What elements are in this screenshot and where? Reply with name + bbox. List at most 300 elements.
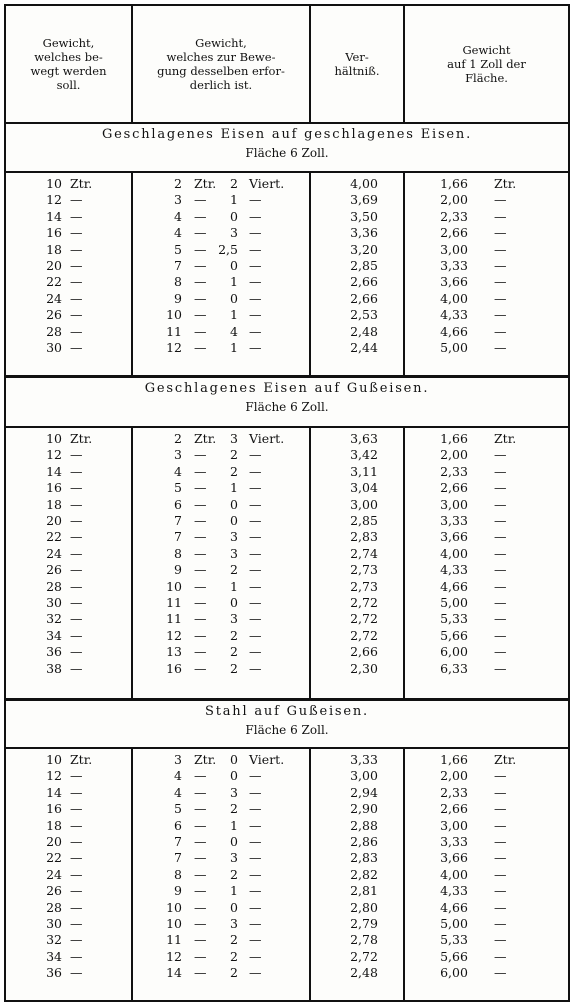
cell-per-inch: 4,66 [440, 323, 468, 339]
table-row [6, 340, 568, 356]
cell-req-unit: — [194, 627, 207, 643]
cell-unit: — [70, 768, 83, 784]
cell-req-viert: 0 [230, 496, 238, 512]
cell-req-unit: — [194, 241, 207, 257]
cell-per-inch-unit: — [494, 513, 507, 528]
cell-req-viert: 3 [230, 850, 238, 866]
cell-req-unit: — [194, 578, 207, 594]
cell-req-unit: — [194, 817, 207, 833]
section-rule [6, 375, 568, 378]
cell-req-ztr: 3 [174, 192, 182, 208]
cell-req-unit2: — [249, 323, 262, 339]
cell-weight-moved: 28 [46, 578, 62, 594]
table-row [6, 307, 568, 323]
cell-req-unit2: — [249, 274, 262, 290]
cell-req-unit2: — [249, 258, 262, 273]
cell-per-inch-unit: — [494, 916, 507, 931]
cell-ratio: 2,80 [350, 899, 378, 915]
cell-req-unit: — [194, 496, 207, 512]
cell-weight-moved: 20 [46, 834, 62, 849]
cell-per-inch: 1,66 [440, 431, 468, 446]
cell-req-unit2: — [249, 562, 262, 578]
cell-req-unit2: — [249, 529, 262, 545]
cell-per-inch-unit: — [494, 965, 507, 981]
cell-per-inch-unit: — [494, 340, 507, 355]
cell-unit: — [70, 225, 83, 241]
table-row [6, 513, 568, 529]
cell-req-ztr: 5 [174, 480, 182, 496]
cell-per-inch-unit: — [494, 480, 507, 496]
cell-req-ztr: 14 [166, 965, 182, 981]
table-row [6, 916, 568, 932]
cell-per-inch: 4,33 [440, 307, 468, 323]
cell-req-unit: Ztr. [194, 752, 217, 767]
cell-ratio: 2,72 [350, 627, 378, 643]
cell-weight-moved: 38 [46, 660, 62, 676]
cell-req-viert: 1 [230, 883, 238, 899]
cell-unit: — [70, 513, 83, 528]
cell-req-unit2: — [249, 801, 262, 817]
cell-req-ztr: 4 [174, 225, 182, 241]
cell-ratio: 3,00 [350, 496, 378, 512]
section-title [6, 703, 568, 739]
cell-per-inch: 4,66 [440, 578, 468, 594]
cell-req-ztr: 10 [166, 899, 182, 915]
cell-req-unit: — [194, 965, 207, 981]
cell-per-inch-unit: — [494, 834, 507, 849]
cell-per-inch: 2,00 [440, 768, 468, 784]
cell-ratio: 3,00 [350, 768, 378, 784]
cell-req-unit: — [194, 932, 207, 948]
cell-per-inch-unit: — [494, 192, 507, 208]
cell-weight-moved: 24 [46, 290, 62, 306]
cell-unit: Ztr. [70, 752, 93, 767]
table-row [6, 949, 568, 965]
cell-req-viert: 1 [230, 192, 238, 208]
cell-per-inch-unit: — [494, 850, 507, 866]
cell-req-viert: 0 [230, 899, 238, 915]
table-row [6, 258, 568, 274]
cell-per-inch: 5,33 [440, 932, 468, 948]
cell-weight-moved: 14 [46, 208, 62, 224]
cell-weight-moved: 10 [46, 431, 62, 446]
cell-req-ztr: 8 [174, 545, 182, 561]
column-divider [309, 6, 311, 122]
cell-req-unit: — [194, 644, 207, 660]
table-header [6, 6, 568, 124]
section-subheading: Fläche 6 Zoll. [245, 723, 329, 737]
cell-req-unit2: — [249, 817, 262, 833]
cell-per-inch-unit: — [494, 660, 507, 676]
cell-per-inch-unit: — [494, 323, 507, 339]
table-row [6, 752, 568, 768]
cell-req-unit: — [194, 784, 207, 800]
table-row [6, 209, 568, 225]
cell-unit: — [70, 801, 83, 817]
section-title [6, 126, 568, 162]
cell-req-unit2: Viert. [249, 752, 285, 767]
cell-req-viert: 3 [230, 784, 238, 800]
cell-req-unit2: — [249, 866, 262, 882]
section-rule [6, 747, 568, 749]
cell-ratio: 2,48 [350, 965, 378, 981]
cell-req-unit2: Viert. [249, 176, 285, 191]
cell-req-unit2: — [249, 578, 262, 594]
cell-per-inch: 2,00 [440, 447, 468, 463]
cell-weight-moved: 34 [46, 948, 62, 964]
cell-ratio: 2,78 [350, 932, 378, 948]
cell-req-unit2: — [249, 447, 262, 463]
cell-unit: — [70, 562, 83, 578]
cell-req-unit2: — [249, 883, 262, 899]
cell-ratio: 2,83 [350, 850, 378, 866]
cell-ratio: 3,36 [350, 225, 378, 241]
cell-req-unit: — [194, 562, 207, 578]
cell-req-unit: — [194, 192, 207, 208]
cell-weight-moved: 24 [46, 545, 62, 561]
cell-weight-moved: 32 [46, 611, 62, 627]
cell-weight-moved: 30 [46, 916, 62, 931]
cell-req-unit: Ztr. [194, 431, 217, 446]
cell-unit: — [70, 850, 83, 866]
cell-req-ztr: 10 [166, 916, 182, 931]
cell-per-inch-unit: — [494, 883, 507, 899]
cell-weight-moved: 24 [46, 866, 62, 882]
cell-weight-moved: 12 [46, 768, 62, 784]
cell-req-viert: 3 [230, 611, 238, 627]
cell-req-unit2: — [249, 627, 262, 643]
cell-req-unit2: — [249, 463, 262, 479]
cell-per-inch: 3,33 [440, 258, 468, 273]
cell-req-ztr: 12 [166, 627, 182, 643]
cell-unit: — [70, 916, 83, 931]
cell-per-inch-unit: — [494, 817, 507, 833]
cell-req-ztr: 8 [174, 866, 182, 882]
table-row [6, 661, 568, 677]
cell-per-inch: 4,00 [440, 545, 468, 561]
cell-weight-moved: 26 [46, 883, 62, 899]
table-row [6, 291, 568, 307]
cell-per-inch-unit: — [494, 225, 507, 241]
cell-unit: — [70, 660, 83, 676]
cell-req-viert: 1 [230, 578, 238, 594]
cell-unit: — [70, 529, 83, 545]
cell-ratio: 2,66 [350, 290, 378, 306]
cell-req-viert: 1 [230, 480, 238, 496]
table-row [6, 529, 568, 545]
cell-per-inch: 2,66 [440, 801, 468, 817]
cell-req-ztr: 11 [166, 611, 182, 627]
cell-req-viert: 1 [230, 274, 238, 290]
cell-req-viert: 3 [230, 529, 238, 545]
cell-req-unit: — [194, 611, 207, 627]
cell-weight-moved: 14 [46, 784, 62, 800]
cell-req-unit2: Viert. [249, 431, 285, 446]
cell-req-unit: — [194, 447, 207, 463]
cell-ratio: 2,72 [350, 948, 378, 964]
cell-req-viert: 4 [230, 323, 238, 339]
table-row [6, 932, 568, 948]
cell-per-inch: 3,66 [440, 529, 468, 545]
cell-req-viert: 1 [230, 340, 238, 355]
cell-per-inch: 3,33 [440, 834, 468, 849]
cell-req-unit: — [194, 323, 207, 339]
cell-weight-moved: 12 [46, 192, 62, 208]
cell-weight-moved: 10 [46, 176, 62, 191]
cell-req-unit2: — [249, 784, 262, 800]
cell-req-viert: 2 [230, 627, 238, 643]
header-ratio: Ver- hältniß. [334, 50, 380, 78]
cell-per-inch-unit: — [494, 241, 507, 257]
cell-ratio: 2,74 [350, 545, 378, 561]
table-row [6, 628, 568, 644]
cell-req-unit: — [194, 290, 207, 306]
cell-req-unit: — [194, 307, 207, 323]
cell-req-viert: 0 [230, 752, 238, 767]
cell-per-inch-unit: — [494, 784, 507, 800]
cell-per-inch-unit: — [494, 307, 507, 323]
section-rule [6, 426, 568, 428]
cell-unit: — [70, 447, 83, 463]
cell-unit: — [70, 274, 83, 290]
cell-req-viert: 2 [230, 447, 238, 463]
cell-ratio: 2,48 [350, 323, 378, 339]
cell-req-unit: — [194, 274, 207, 290]
table-row [6, 480, 568, 496]
cell-weight-moved: 30 [46, 340, 62, 355]
cell-req-viert: 2 [230, 660, 238, 676]
cell-per-inch-unit: — [494, 258, 507, 273]
cell-per-inch-unit: — [494, 463, 507, 479]
cell-req-unit: Ztr. [194, 176, 217, 191]
cell-per-inch-unit: — [494, 562, 507, 578]
cell-weight-moved: 28 [46, 899, 62, 915]
table-row [6, 274, 568, 290]
cell-req-viert: 0 [230, 290, 238, 306]
cell-unit: — [70, 496, 83, 512]
cell-unit: — [70, 834, 83, 849]
cell-unit: — [70, 323, 83, 339]
table-row [6, 900, 568, 916]
cell-unit: — [70, 948, 83, 964]
cell-per-inch: 3,00 [440, 496, 468, 512]
cell-req-viert: 0 [230, 834, 238, 849]
cell-ratio: 3,11 [350, 463, 378, 479]
cell-weight-moved: 16 [46, 801, 62, 817]
cell-unit: — [70, 463, 83, 479]
cell-req-unit2: — [249, 768, 262, 784]
header-weight-required: Gewicht, welches zur Bewe- gung desselben erfor- derlich ist. [157, 36, 285, 92]
cell-ratio: 3,50 [350, 208, 378, 224]
cell-per-inch: 3,00 [440, 817, 468, 833]
cell-per-inch: 4,33 [440, 562, 468, 578]
cell-req-viert: 2 [230, 932, 238, 948]
table-row [6, 464, 568, 480]
cell-unit: — [70, 817, 83, 833]
cell-unit: — [70, 258, 83, 273]
cell-req-ztr: 2 [174, 176, 182, 191]
cell-req-viert: 2 [230, 866, 238, 882]
cell-weight-moved: 26 [46, 562, 62, 578]
cell-req-unit: — [194, 513, 207, 528]
cell-unit: — [70, 883, 83, 899]
table-row [6, 447, 568, 463]
cell-req-unit2: — [249, 496, 262, 512]
cell-req-viert: 1 [230, 817, 238, 833]
cell-req-unit: — [194, 208, 207, 224]
cell-per-inch-unit: — [494, 801, 507, 817]
cell-weight-moved: 16 [46, 225, 62, 241]
cell-req-viert: 0 [230, 768, 238, 784]
cell-req-unit: — [194, 529, 207, 545]
cell-unit: — [70, 932, 83, 948]
cell-unit: — [70, 192, 83, 208]
cell-ratio: 3,33 [350, 752, 378, 767]
cell-per-inch: 4,66 [440, 899, 468, 915]
cell-per-inch: 5,00 [440, 595, 468, 610]
cell-per-inch-unit: — [494, 595, 507, 610]
cell-req-unit2: — [249, 545, 262, 561]
cell-req-ztr: 4 [174, 784, 182, 800]
table-row [6, 497, 568, 513]
table-row [6, 562, 568, 578]
cell-per-inch-unit: Ztr. [494, 431, 517, 446]
cell-req-ztr: 7 [174, 513, 182, 528]
cell-per-inch-unit: — [494, 208, 507, 224]
cell-per-inch: 2,00 [440, 192, 468, 208]
cell-per-inch-unit: — [494, 529, 507, 545]
cell-weight-moved: 22 [46, 274, 62, 290]
cell-req-unit: — [194, 899, 207, 915]
cell-per-inch: 1,66 [440, 752, 468, 767]
cell-unit: — [70, 784, 83, 800]
cell-unit: — [70, 578, 83, 594]
cell-unit: — [70, 307, 83, 323]
cell-per-inch-unit: — [494, 866, 507, 882]
cell-per-inch: 4,00 [440, 290, 468, 306]
cell-per-inch-unit: — [494, 447, 507, 463]
cell-per-inch: 5,33 [440, 611, 468, 627]
table-row [6, 818, 568, 834]
cell-weight-moved: 18 [46, 817, 62, 833]
cell-unit: — [70, 241, 83, 257]
header-weight-per-inch: Gewicht auf 1 Zoll der Fläche. [447, 43, 526, 85]
cell-req-unit: — [194, 480, 207, 496]
cell-unit: Ztr. [70, 431, 93, 446]
cell-ratio: 2,73 [350, 562, 378, 578]
cell-req-unit2: — [249, 644, 262, 660]
cell-req-ztr: 12 [166, 948, 182, 964]
cell-per-inch: 5,00 [440, 340, 468, 355]
cell-req-viert: 0 [230, 513, 238, 528]
cell-req-ztr: 2 [174, 431, 182, 446]
cell-ratio: 2,66 [350, 274, 378, 290]
cell-per-inch-unit: Ztr. [494, 752, 517, 767]
cell-req-unit2: — [249, 899, 262, 915]
cell-per-inch: 3,00 [440, 241, 468, 257]
cell-req-unit2: — [249, 225, 262, 241]
header-weight-moved: Gewicht, welches be- wegt werden soll. [30, 36, 107, 92]
table-row [6, 801, 568, 817]
table-row [6, 324, 568, 340]
cell-req-ztr: 6 [174, 817, 182, 833]
cell-req-ztr: 4 [174, 463, 182, 479]
cell-per-inch: 6,00 [440, 965, 468, 981]
cell-req-unit2: — [249, 208, 262, 224]
cell-per-inch: 2,33 [440, 208, 468, 224]
cell-req-ztr: 3 [174, 447, 182, 463]
table-row [6, 850, 568, 866]
cell-ratio: 2,81 [350, 883, 378, 899]
cell-per-inch: 5,66 [440, 948, 468, 964]
table-row [6, 242, 568, 258]
table-row [6, 883, 568, 899]
cell-weight-moved: 36 [46, 644, 62, 660]
table-row [6, 579, 568, 595]
cell-req-ztr: 9 [174, 290, 182, 306]
table-row [6, 192, 568, 208]
cell-req-ztr: 11 [166, 932, 182, 948]
cell-ratio: 2,72 [350, 595, 378, 610]
cell-per-inch: 2,66 [440, 480, 468, 496]
cell-ratio: 3,63 [350, 431, 378, 446]
cell-req-viert: 3 [230, 431, 238, 446]
cell-ratio: 2,72 [350, 611, 378, 627]
table-row [6, 431, 568, 447]
table-row [6, 834, 568, 850]
cell-per-inch: 5,66 [440, 627, 468, 643]
cell-req-unit: — [194, 258, 207, 273]
cell-req-viert: 2 [230, 176, 238, 191]
cell-ratio: 2,94 [350, 784, 378, 800]
cell-ratio: 3,42 [350, 447, 378, 463]
cell-ratio: 2,88 [350, 817, 378, 833]
cell-unit: — [70, 899, 83, 915]
cell-weight-moved: 22 [46, 529, 62, 545]
cell-per-inch: 2,33 [440, 463, 468, 479]
table-row [6, 867, 568, 883]
cell-req-viert: 3 [230, 545, 238, 561]
cell-per-inch-unit: — [494, 611, 507, 627]
cell-per-inch: 1,66 [440, 176, 468, 191]
cell-req-viert: 1 [230, 307, 238, 323]
cell-per-inch-unit: — [494, 644, 507, 660]
cell-req-viert: 0 [230, 595, 238, 610]
cell-ratio: 2,53 [350, 307, 378, 323]
cell-ratio: 4,00 [350, 176, 378, 191]
cell-unit: — [70, 611, 83, 627]
cell-req-unit: — [194, 595, 207, 610]
cell-per-inch-unit: — [494, 545, 507, 561]
table-row [6, 176, 568, 192]
cell-req-ztr: 8 [174, 274, 182, 290]
cell-per-inch-unit: Ztr. [494, 176, 517, 191]
cell-per-inch-unit: — [494, 932, 507, 948]
cell-weight-moved: 26 [46, 307, 62, 323]
cell-unit: — [70, 965, 83, 981]
cell-per-inch: 4,33 [440, 883, 468, 899]
cell-per-inch: 6,33 [440, 660, 468, 676]
cell-weight-moved: 16 [46, 480, 62, 496]
cell-req-unit: — [194, 883, 207, 899]
section-heading: Geschlagenes Eisen auf geschlagenes Eisen. [101, 127, 473, 142]
table-row [6, 644, 568, 660]
cell-req-viert: 2 [230, 801, 238, 817]
table-row [6, 965, 568, 981]
cell-per-inch: 3,33 [440, 513, 468, 528]
cell-req-unit2: — [249, 834, 262, 849]
cell-ratio: 2,79 [350, 916, 378, 931]
